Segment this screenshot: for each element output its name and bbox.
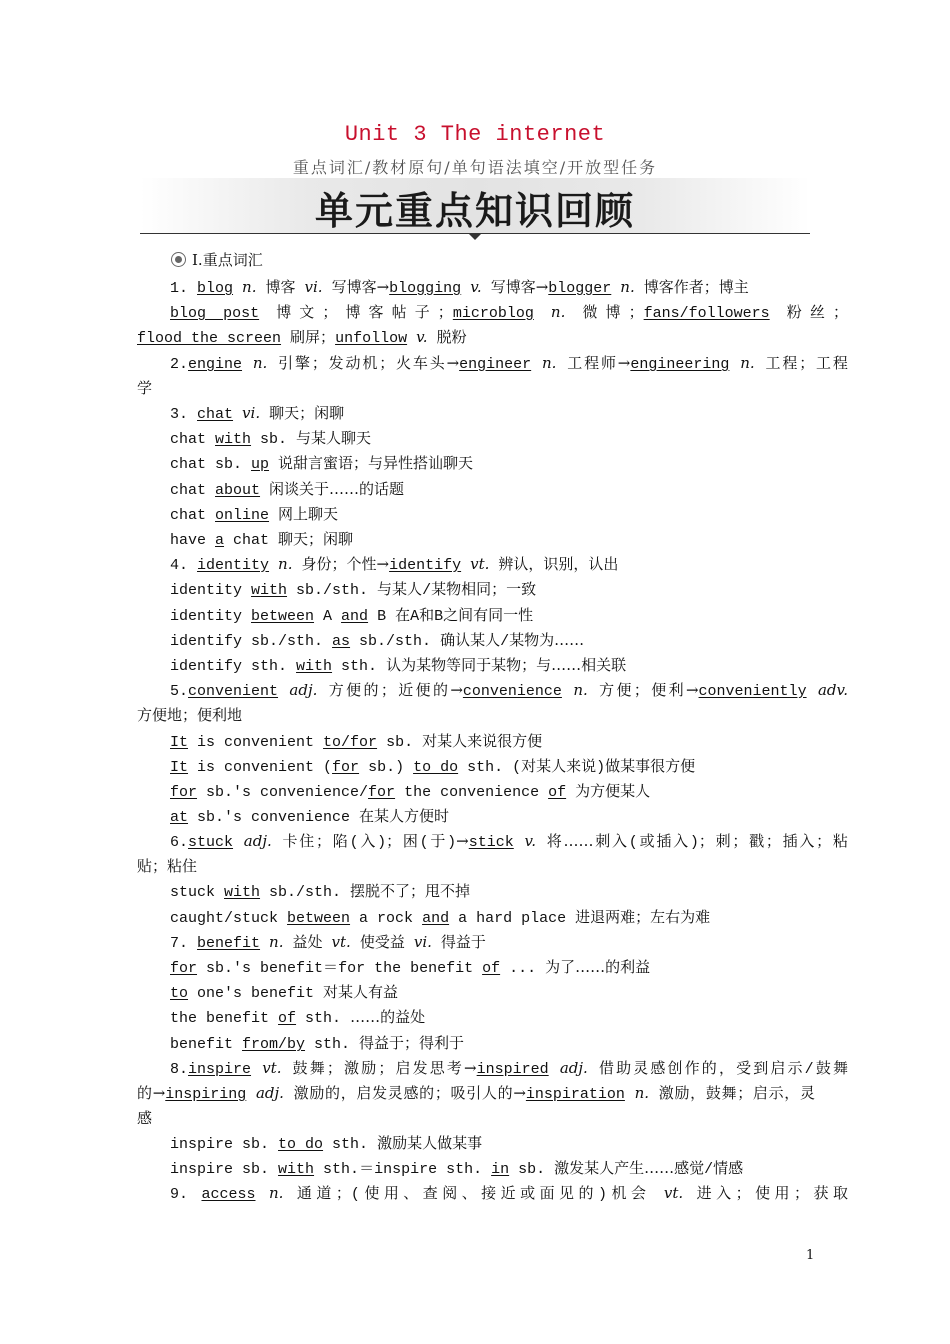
line-text: 为方便某人	[575, 782, 651, 800]
line-text	[260, 933, 269, 951]
line-text: sb.'s convenience/	[197, 784, 369, 801]
line-text: 得益于	[440, 933, 486, 951]
line-text: 卡住；陷(入)；困(于)→	[282, 832, 469, 851]
answer-blank: and	[341, 608, 369, 625]
line-text: sth. 得益于；得利于	[305, 1034, 465, 1053]
line-text: 4.	[170, 557, 198, 574]
line-text: chat	[170, 507, 216, 524]
part-of-speech: v.	[416, 328, 428, 346]
radio-bullet-icon	[171, 252, 186, 267]
part-of-speech: vt.	[331, 933, 351, 951]
answer-blank: about	[215, 482, 261, 499]
answer-blank: identify	[389, 557, 462, 574]
line-text: 方便；便利→	[599, 681, 699, 699]
line-text: 借助灵感创作的，受到启示/鼓舞	[598, 1059, 848, 1078]
answer-blank: engine	[188, 356, 243, 373]
vocab-line	[170, 932, 486, 954]
answer-blank: fans/followers	[643, 305, 770, 322]
line-text	[242, 354, 253, 372]
vocab-line	[170, 881, 470, 903]
line-text: 的→	[137, 1084, 166, 1102]
answer-blank: convenient	[188, 683, 279, 700]
line-text: 2.	[170, 356, 189, 373]
line-text	[534, 303, 551, 321]
line-text	[461, 555, 470, 573]
line-text: a rock	[350, 910, 423, 927]
answer-blank: blogger	[548, 280, 612, 297]
line-text: 鼓舞；激励；启发思考→	[292, 1059, 477, 1077]
answer-blank: for	[170, 960, 198, 977]
part-of-speech: vt.	[663, 1184, 684, 1202]
line-text: chat	[170, 482, 216, 499]
answer-blank: to do	[278, 1136, 324, 1153]
line-text: 1.	[170, 280, 198, 297]
line-text: 感	[137, 1109, 153, 1127]
line-text	[514, 832, 525, 850]
line-text: benefit	[170, 1036, 243, 1053]
line-text: 使受益	[359, 933, 405, 951]
part-of-speech: n.	[573, 681, 588, 699]
part-of-speech: adj.	[559, 1059, 588, 1077]
answer-blank: blogging	[389, 280, 462, 297]
answer-blank: with	[215, 431, 252, 448]
vocab-line	[170, 655, 626, 677]
line-text: 工程；工程	[765, 354, 848, 372]
line-text: 写博客→	[331, 278, 390, 296]
vocab-line	[170, 1133, 482, 1155]
line-text: 工程师→	[567, 354, 631, 372]
part-of-speech: n.	[242, 278, 257, 296]
answer-blank: to/for	[323, 734, 378, 751]
line-text: sb.'s benefit＝for the benefit	[197, 958, 483, 977]
line-text: sb. 对某人来说很方便	[377, 732, 543, 751]
answer-blank: convenience	[462, 683, 562, 700]
vocab-line	[137, 1083, 815, 1105]
line-text: 方便地；便利地	[137, 706, 243, 724]
answer-blank: of	[548, 784, 567, 801]
vocab-line	[137, 856, 197, 876]
line-text	[233, 278, 242, 296]
vocab-line	[170, 403, 344, 425]
line-text: 博文；博客帖子；	[276, 303, 453, 321]
banner-heading: 单元重点知识回顾	[314, 189, 635, 233]
part-of-speech: vt.	[470, 555, 490, 573]
line-text: 通道；(使用、查阅、接近或面见的)机会	[296, 1184, 651, 1203]
answer-blank: between	[251, 608, 315, 625]
line-text: sth. 激励某人做某事	[323, 1134, 483, 1153]
part-of-speech: v.	[524, 832, 536, 850]
answer-blank: and	[422, 910, 450, 927]
answer-blank: with	[251, 582, 288, 599]
vocab-line	[170, 1158, 743, 1180]
vocab-line	[170, 1183, 848, 1205]
line-text: 学	[137, 379, 153, 397]
answer-blank: unfollow	[335, 330, 408, 347]
answer-blank: with	[296, 658, 333, 675]
part-of-speech: vi.	[413, 933, 432, 951]
line-text: 写博客→	[490, 278, 549, 296]
line-text: 博客作者；博主	[643, 278, 749, 296]
part-of-speech: adj.	[289, 681, 318, 699]
line-text: inspire sb.	[170, 1136, 279, 1153]
line-text: sth. 认为某物等同于某物；与……相关联	[332, 656, 627, 675]
line-text: a hard place 进退两难；左右为难	[449, 908, 711, 927]
vocab-line	[170, 957, 650, 979]
part-of-speech: v.	[470, 278, 482, 296]
unit-title: Unit 3 The internet	[344, 122, 606, 147]
answer-blank: in	[491, 1161, 510, 1178]
vocab-line	[170, 1007, 425, 1029]
line-text: B 在A和B之间有同一性	[368, 606, 534, 625]
part-of-speech: n.	[252, 354, 268, 372]
line-text: 进入；使用；获取	[696, 1184, 848, 1202]
line-text: caught/stuck	[170, 910, 288, 927]
line-text: 3.	[170, 406, 198, 423]
vocab-line	[170, 353, 848, 375]
line-text: 网上聊天	[278, 505, 339, 523]
line-text: A	[314, 608, 342, 625]
line-text	[246, 1084, 256, 1102]
answer-blank: engineering	[630, 356, 730, 373]
line-text: 5.	[170, 683, 189, 700]
line-text: 激励，鼓舞；启示，灵	[658, 1084, 815, 1102]
answer-blank: to do	[413, 759, 459, 776]
answer-blank: at	[170, 809, 189, 826]
part-of-speech: n.	[550, 303, 566, 321]
answer-blank: engineer	[459, 356, 532, 373]
line-text: chat	[170, 431, 216, 448]
answer-blank: stick	[468, 834, 514, 851]
vocab-line	[170, 453, 473, 475]
section-heading: Ⅰ.重点词汇	[192, 251, 263, 269]
answer-blank: It	[170, 734, 189, 751]
vocab-line	[170, 680, 848, 702]
line-text	[256, 1184, 269, 1202]
answer-blank: up	[251, 456, 270, 473]
line-text	[233, 832, 244, 850]
line-text: 引擎；发动机；火车头→	[278, 354, 460, 372]
vocab-line	[170, 831, 848, 853]
vocab-line	[170, 605, 533, 627]
vocab-line	[170, 781, 650, 803]
line-text: 激励的，启发灵感的；吸引人的→	[293, 1084, 526, 1102]
line-text: 说甜言蜜语；与异性搭讪聊天	[278, 454, 474, 472]
vocab-line	[170, 1033, 464, 1055]
answer-blank: online	[215, 507, 270, 524]
part-of-speech: vt.	[262, 1059, 282, 1077]
line-text: identity	[170, 608, 252, 625]
part-of-speech: n.	[542, 354, 557, 372]
part-of-speech: adv.	[817, 681, 848, 699]
vocab-line	[170, 302, 848, 324]
line-text: sb.)	[359, 759, 414, 776]
line-text: 辨认，识别，认出	[498, 555, 619, 573]
line-text	[611, 278, 620, 296]
answer-blank: to	[170, 985, 189, 1002]
divider-arrow-icon	[468, 233, 482, 240]
answer-blank: chat	[197, 406, 234, 423]
part-of-speech: n.	[620, 278, 635, 296]
vocab-line	[170, 479, 404, 501]
vocab-line	[137, 1108, 152, 1128]
answer-blank: benefit	[197, 935, 261, 952]
line-text: 博客	[265, 278, 296, 296]
section-subtitle: 重点词汇/教材原句/单句语法填空/开放型任务	[292, 158, 658, 177]
vocab-line	[170, 428, 371, 450]
answer-blank: inspiration	[525, 1086, 625, 1103]
answer-blank: access	[201, 1186, 256, 1203]
vocab-line	[170, 529, 353, 551]
vocab-line	[170, 806, 449, 828]
answer-blank: microblog	[452, 305, 534, 322]
answer-blank: inspiring	[165, 1086, 247, 1103]
line-text: inspire sb.	[170, 1161, 279, 1178]
line-text: 身份；个性→	[301, 555, 390, 573]
line-text: chat 聊天；闲聊	[224, 530, 354, 549]
answer-blank: stuck	[188, 834, 234, 851]
line-text: one's benefit 对某人有益	[188, 983, 399, 1002]
line-text: 微博；	[582, 303, 644, 321]
line-text: chat sb.	[170, 456, 252, 473]
vocab-line	[137, 327, 467, 349]
line-text: identify sb./sth.	[170, 633, 333, 650]
part-of-speech: n.	[268, 1184, 284, 1202]
line-text: have	[170, 532, 216, 549]
line-text: 粉丝；	[786, 303, 848, 321]
answer-blank: with	[224, 884, 261, 901]
vocab-line	[170, 1058, 848, 1080]
line-text: 脱粉	[436, 328, 467, 346]
line-text: 闲谈关于……的话题	[269, 480, 405, 498]
answer-blank: conveniently	[698, 683, 807, 700]
line-text	[461, 278, 470, 296]
answer-blank: as	[332, 633, 351, 650]
answer-blank: a	[215, 532, 225, 549]
line-text: sb. 激发某人产生……感觉/情感	[509, 1159, 744, 1178]
line-text	[233, 404, 242, 422]
line-text: 聊天；闲聊	[269, 404, 345, 422]
part-of-speech: n.	[634, 1084, 650, 1102]
part-of-speech: adj.	[243, 832, 272, 850]
answer-blank: for	[332, 759, 360, 776]
vocab-line	[170, 504, 338, 526]
line-text	[278, 681, 289, 699]
line-text: is convenient	[188, 734, 324, 751]
line-text: stuck	[170, 884, 225, 901]
line-text: 益处	[292, 933, 323, 951]
line-text	[729, 354, 740, 372]
line-text: sb./sth. 摆脱不了；甩不掉	[260, 882, 471, 901]
vocab-line	[170, 579, 536, 601]
part-of-speech: n.	[740, 354, 755, 372]
answer-blank: identity	[197, 557, 270, 574]
answer-blank: flood the screen	[137, 330, 282, 347]
line-text: the benefit	[170, 1010, 279, 1027]
line-text	[562, 681, 573, 699]
answer-blank: inspire	[188, 1061, 252, 1078]
line-text: identity	[170, 582, 252, 599]
page-number: 1	[806, 1248, 815, 1263]
line-text: sb.'s convenience 在某人方便时	[188, 807, 450, 826]
line-text: is convenient (	[188, 759, 333, 776]
answer-blank: for	[170, 784, 198, 801]
answer-blank: It	[170, 759, 189, 776]
line-text: identify sth.	[170, 658, 297, 675]
vocab-line	[137, 705, 242, 725]
answer-blank: of	[482, 960, 501, 977]
part-of-speech: n.	[269, 933, 284, 951]
answer-blank: of	[278, 1010, 297, 1027]
part-of-speech: vi.	[242, 404, 261, 422]
answer-blank: between	[287, 910, 351, 927]
line-text: sth. (对某人来说)做某事很方便	[458, 757, 696, 776]
line-text	[269, 555, 278, 573]
part-of-speech: n.	[278, 555, 293, 573]
vocab-line	[170, 630, 584, 652]
line-text	[251, 1059, 262, 1077]
answer-blank: with	[278, 1161, 315, 1178]
part-of-speech: adj.	[255, 1084, 284, 1102]
line-text	[807, 681, 818, 699]
line-text	[407, 328, 416, 346]
line-text: 7.	[170, 935, 198, 952]
vocab-line	[137, 378, 152, 398]
line-text: 6.	[170, 834, 189, 851]
line-text: sth. ……的益处	[296, 1008, 426, 1027]
answer-blank: for	[368, 784, 396, 801]
answer-blank: blog	[197, 280, 234, 297]
vocab-line	[170, 756, 695, 778]
line-text: ... 为了……的利益	[500, 958, 651, 977]
answer-blank: from/by	[242, 1036, 306, 1053]
line-text: sb./sth. 确认某人/某物为……	[350, 631, 585, 650]
answer-blank: inspired	[476, 1061, 549, 1078]
part-of-speech: vi.	[304, 278, 323, 296]
line-text: 刷屏；	[290, 328, 336, 346]
vocab-line	[170, 731, 542, 753]
line-text: 贴；粘住	[137, 857, 198, 875]
line-text: 方便的；近便的→	[328, 681, 463, 699]
line-text: the convenience	[395, 784, 549, 801]
line-text	[549, 1059, 560, 1077]
line-text: sb. 与某人聊天	[251, 429, 372, 448]
vocab-line	[170, 554, 618, 576]
vocab-line	[170, 982, 398, 1004]
line-text	[625, 1084, 635, 1102]
line-text: sb./sth. 与某人/某物相同；一致	[287, 580, 537, 599]
line-text: 8.	[170, 1061, 189, 1078]
line-text: 将……刺入(或插入)；刺；戳；插入；粘	[546, 832, 848, 851]
line-text: 9.	[170, 1186, 202, 1203]
vocab-line	[170, 277, 749, 299]
answer-blank: blog post	[170, 305, 260, 322]
line-text: sth.＝inspire sth.	[314, 1159, 492, 1178]
line-text	[531, 354, 542, 372]
vocab-line	[170, 907, 710, 929]
